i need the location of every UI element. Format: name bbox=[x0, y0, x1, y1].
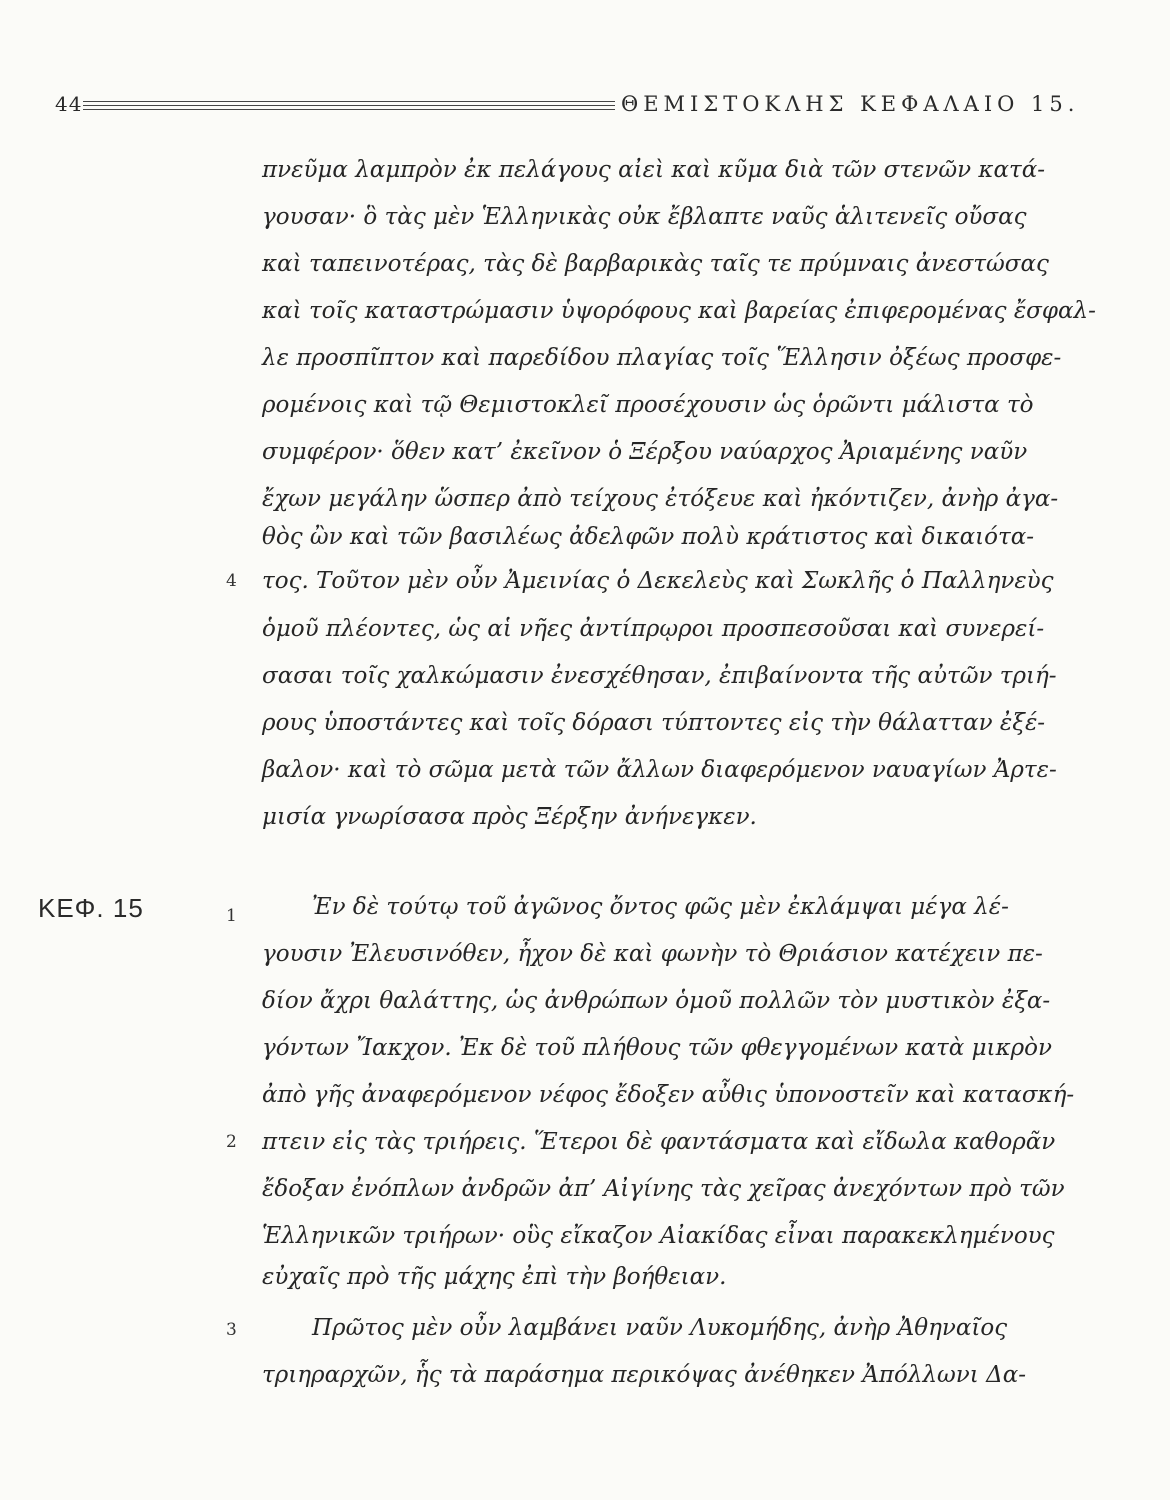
text-line: ρομένοις καὶ τῷ Θεμιστοκλεῖ προσέχουσιν ὡς ὁρῶντι μάλιστα τὸ bbox=[262, 392, 1034, 418]
text-line: γουσιν Ἐλευσινόθεν, ἦχον δὲ καὶ φωνὴν τὸ Θριάσιον κατέχειν πε- bbox=[262, 941, 1043, 967]
header-rule bbox=[83, 109, 615, 110]
text-line: Ἑλληνικῶν τριήρων· οὓς εἴκαζον Αἰακίδας εἶναι παρακεκλημένους bbox=[262, 1223, 1055, 1249]
text-line: ἔδοξαν ἐνόπλων ἀνδρῶν ἀπ’ Αἰγίνης τὰς χεῖρας ἀνεχόντων πρὸ τῶν bbox=[262, 1176, 1065, 1202]
text-line: καὶ τοῖς καταστρώμασιν ὑψορόφους καὶ βαρείας ἐπιφερομένας ἔσφαλ- bbox=[262, 298, 1096, 324]
text-line: Ἐν δὲ τούτῳ τοῦ ἀγῶνος ὄντος φῶς μὲν ἐκλάμψαι μέγα λέ- bbox=[312, 894, 1009, 920]
header-rule bbox=[83, 101, 615, 102]
section-number: 2 bbox=[226, 1132, 237, 1152]
text-line: βαλον· καὶ τὸ σῶμα μετὰ τῶν ἄλλων διαφερόμενον ναυαγίων Ἀρτε- bbox=[262, 757, 1057, 783]
text-line: γόντων Ἴακχον. Ἐκ δὲ τοῦ πλήθους τῶν φθεγγομένων κατὰ μικρὸν bbox=[262, 1035, 1052, 1061]
text-line: θὸς ὢν καὶ τῶν βασιλέως ἀδελφῶν πολὺ κράτιστος καὶ δικαιότα- bbox=[262, 524, 1035, 550]
text-line: εὐχαῖς πρὸ τῆς μάχης ἐπὶ τὴν βοήθειαν. bbox=[262, 1264, 727, 1290]
running-header bbox=[55, 92, 1115, 122]
text-line: μισία γνωρίσασα πρὸς Ξέρξην ἀνήνεγκεν. bbox=[262, 804, 757, 830]
section-number: 3 bbox=[226, 1320, 237, 1340]
text-line: ρους ὑποστάντες καὶ τοῖς δόρασι τύπτοντες εἰς τὴν θάλατταν ἐξέ- bbox=[262, 710, 1046, 736]
text-line: σασαι τοῖς χαλκώμασιν ἐνεσχέθησαν, ἐπιβαίνοντα τῆς αὐτῶν τριή- bbox=[262, 663, 1057, 689]
text-line: συμφέρον· ὅθεν κατ’ ἐκεῖνον ὁ Ξέρξου ναύαρχος Ἀριαμένης ναῦν bbox=[262, 439, 1028, 465]
text-line: ἔχων μεγάλην ὥσπερ ἀπὸ τείχους ἐτόξευε καὶ ἠκόντιζεν, ἀνὴρ ἀγα- bbox=[262, 486, 1059, 512]
text-line: Πρῶτος μὲν οὖν λαμβάνει ναῦν Λυκομήδης, ἀνὴρ Ἀθηναῖος bbox=[312, 1315, 1008, 1341]
text-line: καὶ ταπεινοτέρας, τὰς δὲ βαρβαρικὰς ταῖς τε πρύμναις ἀνεστώσας bbox=[262, 251, 1049, 277]
text-line: πτειν εἰς τὰς τριήρεις. Ἕτεροι δὲ φαντάσματα καὶ εἴδωλα καθορᾶν bbox=[262, 1129, 1056, 1155]
chapter-label: ΚΕΦ. 15 bbox=[38, 893, 144, 923]
text-line: τος. Τοῦτον μὲν οὖν Ἀμεινίας ὁ Δεκελεὺς καὶ Σωκλῆς ὁ Παλληνεὺς bbox=[262, 568, 1054, 594]
section-number: 4 bbox=[226, 571, 237, 591]
running-title: ΘΕΜΙΣΤΟΚΛΗΣ ΚΕΦΑΛΑΙΟ 15. bbox=[621, 92, 1080, 116]
text-line: τριηραρχῶν, ἧς τὰ παράσημα περικόψας ἀνέθηκεν Ἀπόλλωνι Δα- bbox=[262, 1362, 1027, 1388]
text-line: λε προσπῖπτον καὶ παρεδίδου πλαγίας τοῖς Ἕλλησιν ὀξέως προσφε- bbox=[262, 345, 1062, 371]
text-line: ἀπὸ γῆς ἀναφερόμενον νέφος ἔδοξεν αὖθις ὑπονοστεῖν καὶ κατασκή- bbox=[262, 1082, 1075, 1108]
text-line: πνεῦμα λαμπρὸν ἐκ πελάγους αἰεὶ καὶ κῦμα διὰ τῶν στενῶν κατά- bbox=[262, 157, 1046, 183]
header-rule bbox=[83, 105, 615, 106]
page-number: 44 bbox=[55, 92, 83, 116]
section-number: 1 bbox=[226, 906, 237, 926]
text-line: ὁμοῦ πλέοντες, ὡς αἱ νῆες ἀντίπρῳροι προσπεσοῦσαι καὶ συνερεί- bbox=[262, 616, 1045, 642]
text-line: δίον ἄχρι θαλάττης, ὡς ἀνθρώπων ὁμοῦ πολλῶν τὸν μυστικὸν ἐξα- bbox=[262, 988, 1051, 1014]
text-line: γουσαν· ὃ τὰς μὲν Ἑλληνικὰς οὐκ ἔβλαπτε ναῦς ἁλιτενεῖς οὔσας bbox=[262, 204, 1027, 230]
